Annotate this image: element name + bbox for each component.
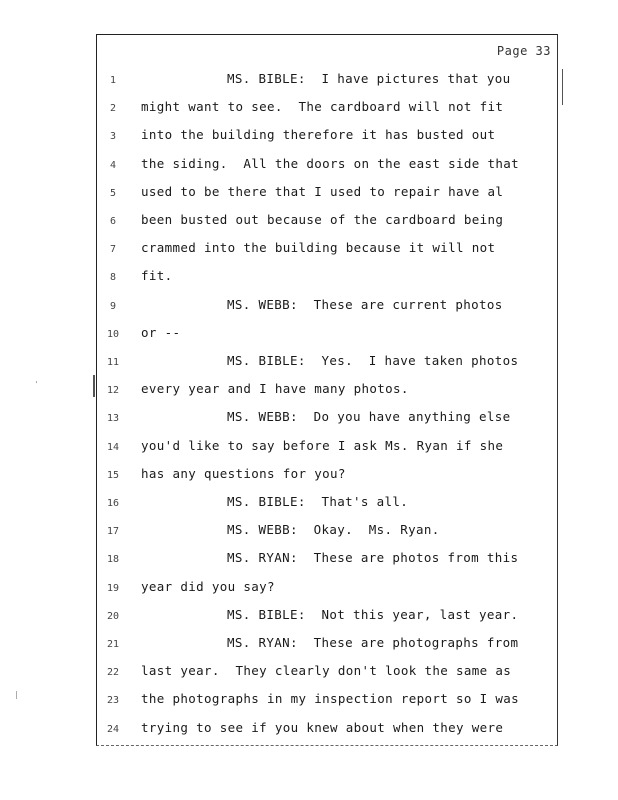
line-text: MS. BIBLE: I have pictures that you bbox=[227, 71, 511, 86]
line-text: has any questions for you? bbox=[141, 465, 346, 481]
line-number: 17 bbox=[106, 526, 120, 538]
line-number: 21 bbox=[106, 639, 120, 650]
line-number: 1 bbox=[109, 75, 117, 86]
line-number: 23 bbox=[106, 695, 120, 707]
line-text: last year. They clearly don't look the same as bbox=[141, 663, 512, 679]
line-number: 13 bbox=[106, 413, 120, 425]
line-number: 20 bbox=[106, 610, 120, 622]
page-number: Page 33 bbox=[496, 44, 551, 58]
line-number: 5 bbox=[109, 187, 117, 199]
scan-mark: | bbox=[14, 690, 19, 699]
line-number: 7 bbox=[109, 244, 117, 256]
transcript-line bbox=[97, 719, 557, 772]
revision-bar bbox=[93, 375, 95, 397]
line-text: crammed into the building because it will not bbox=[141, 240, 496, 256]
line-number: 12 bbox=[106, 385, 120, 397]
line-text: every year and I have many photos. bbox=[141, 381, 409, 397]
line-number: 4 bbox=[109, 159, 117, 171]
line-text: MS. RYAN: These are photographs from bbox=[227, 635, 519, 650]
line-text: or -- bbox=[141, 324, 181, 340]
line-text: you'd like to say before I ask Ms. Ryan if she bbox=[141, 437, 504, 453]
line-text: the photographs in my inspection report so I was bbox=[141, 691, 520, 707]
line-number: 24 bbox=[106, 723, 120, 735]
line-number: 8 bbox=[109, 272, 117, 284]
line-number: 19 bbox=[106, 582, 120, 594]
line-number: 14 bbox=[106, 441, 120, 453]
line-number: 22 bbox=[106, 667, 120, 679]
line-text: MS. WEBB: Okay. Ms. Ryan. bbox=[227, 522, 440, 538]
line-text: used to be there that I used to repair have al bbox=[141, 183, 504, 199]
line-text: MS. WEBB: Do you have anything else bbox=[227, 409, 511, 425]
line-text: been busted out because of the cardboard being bbox=[141, 212, 504, 227]
line-text: MS. BIBLE: Not this year, last year. bbox=[227, 606, 519, 622]
line-number: 2 bbox=[109, 103, 117, 115]
line-number: 16 bbox=[106, 498, 120, 509]
revision-bar-right bbox=[562, 69, 563, 105]
line-text: MS. BIBLE: Yes. I have taken photos bbox=[227, 353, 519, 368]
line-text: fit. bbox=[141, 268, 173, 284]
line-number: 9 bbox=[109, 300, 117, 312]
line-text: trying to see if you knew about when they were bbox=[141, 719, 504, 735]
line-text: MS. WEBB: These are current photos bbox=[227, 296, 503, 312]
transcript-page bbox=[96, 34, 558, 746]
line-text: might want to see. The cardboard will not fit bbox=[141, 99, 504, 115]
line-text: into the building therefore it has busted out bbox=[141, 127, 496, 143]
line-text: MS. RYAN: These are photos from this bbox=[227, 550, 519, 566]
scan-mark: ' bbox=[34, 380, 39, 389]
line-number: 11 bbox=[106, 357, 120, 368]
line-text: MS. BIBLE: That's all. bbox=[227, 494, 409, 509]
line-number: 3 bbox=[109, 131, 117, 143]
line-number: 10 bbox=[106, 328, 120, 340]
line-text: the siding. All the doors on the east side that bbox=[141, 155, 520, 171]
line-number: 6 bbox=[109, 216, 117, 227]
line-number: 18 bbox=[106, 554, 120, 566]
line-number: 15 bbox=[106, 469, 120, 481]
line-text: year did you say? bbox=[141, 578, 275, 594]
